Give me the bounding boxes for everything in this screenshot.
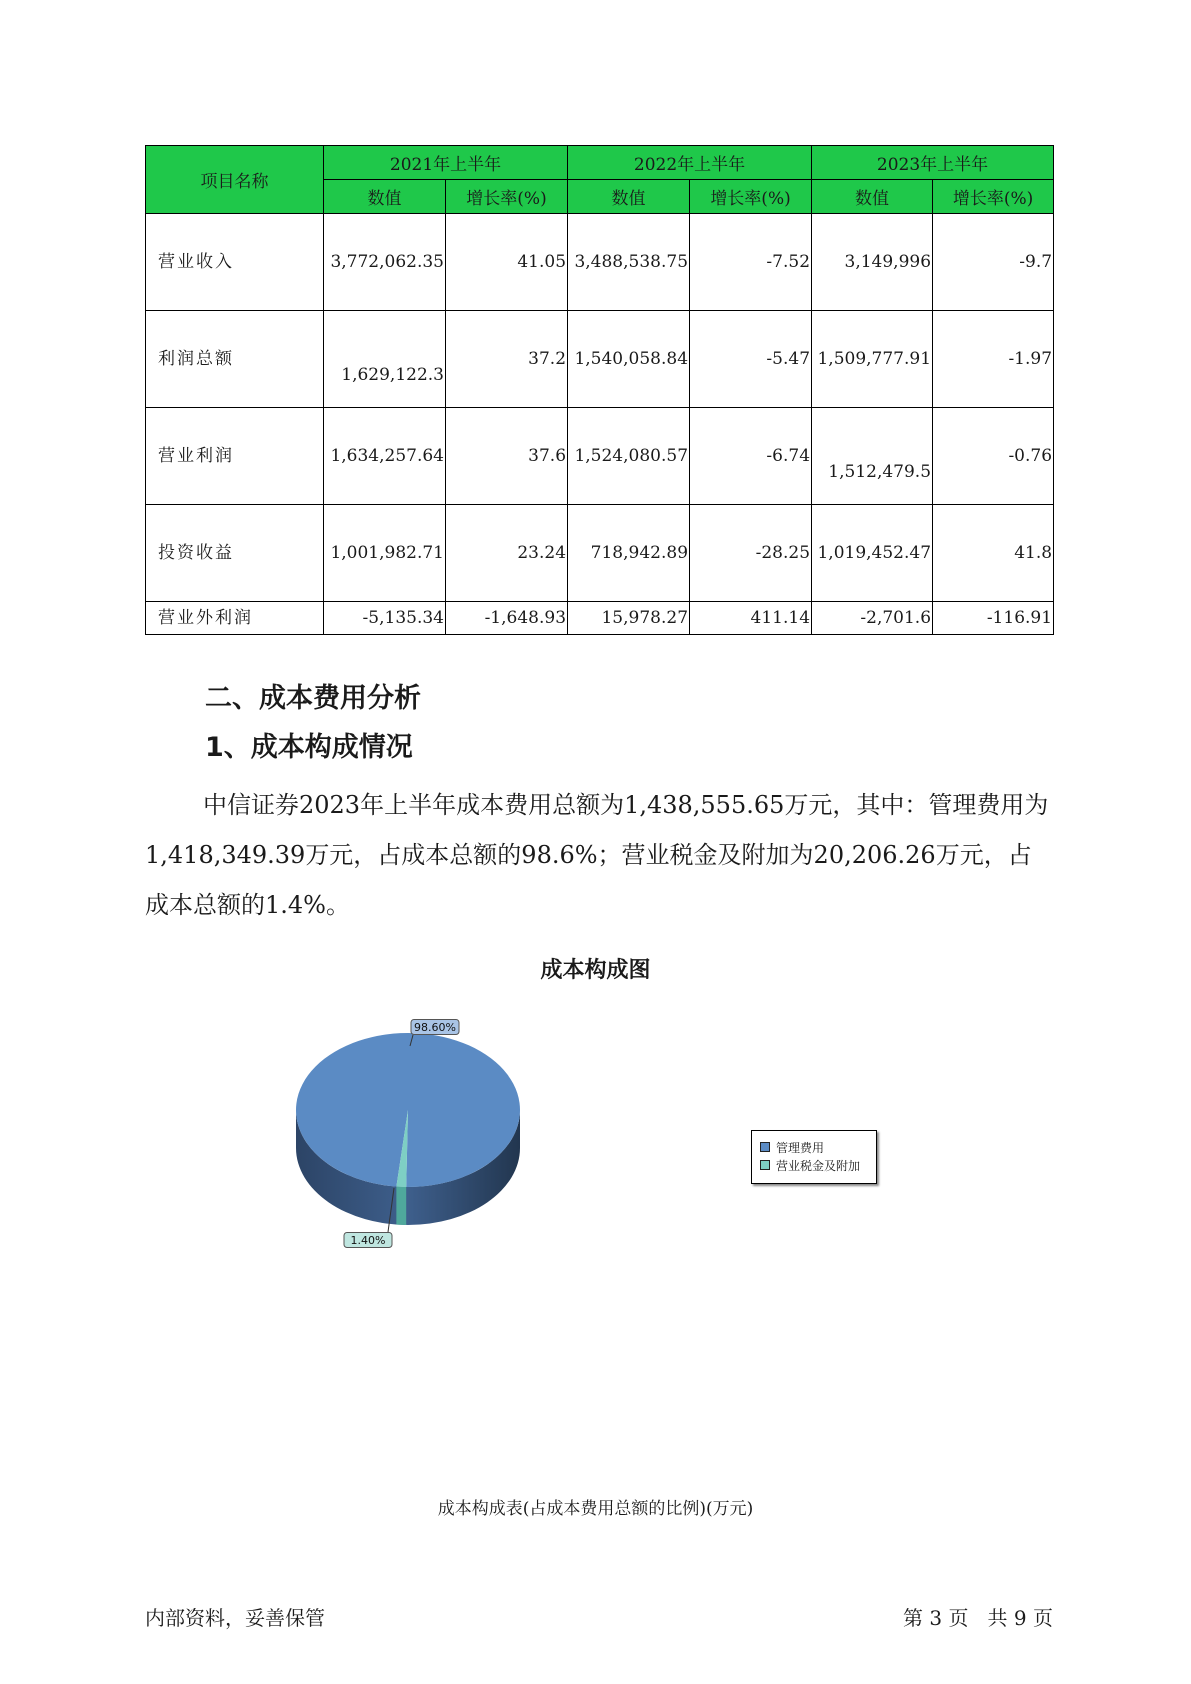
- pie-slice: [296, 1033, 520, 1187]
- column-header-value: 数值: [568, 180, 690, 214]
- pie-chart: [290, 1010, 550, 1260]
- cell-growth: -1.97: [1008, 349, 1053, 369]
- cell-value: 3,149,996: [844, 252, 932, 272]
- financial-table: [145, 145, 1054, 635]
- cell-value: -5,135.34: [362, 608, 444, 628]
- cell-value: 15,978.27: [601, 608, 689, 628]
- legend-swatch: [760, 1160, 770, 1170]
- column-header-growth: 增长率(%): [446, 180, 568, 214]
- data-label: 98.60%: [414, 1021, 456, 1034]
- legend-item: [760, 1138, 876, 1156]
- legend-label: 管理费用: [776, 1140, 825, 1155]
- column-header-period: 2022年上半年: [568, 146, 812, 180]
- cell-value: 1,634,257.64: [330, 446, 444, 466]
- legend-swatch: [760, 1142, 770, 1152]
- cell-growth: 37.2: [528, 349, 567, 369]
- cell-growth: -9.7: [1019, 252, 1053, 272]
- legend-item: [760, 1156, 876, 1174]
- table-caption: 成本构成表(占成本费用总额的比例)(万元): [437, 1499, 754, 1519]
- table-row: [146, 408, 1054, 505]
- cell-growth: -5.47: [766, 349, 811, 369]
- cell-growth: 41.8: [1014, 543, 1053, 563]
- table-row: [146, 602, 1054, 635]
- column-header-period: 2021年上半年: [324, 146, 568, 180]
- data-label: 1.40%: [350, 1234, 386, 1247]
- column-header-value: 数值: [324, 180, 446, 214]
- cell-value: 718,942.89: [590, 543, 689, 563]
- row-label: 投资收益: [158, 543, 234, 563]
- section-heading: 二、成本费用分析: [205, 683, 421, 714]
- cell-value: 1,540,058.84: [574, 349, 689, 369]
- row-label: 营业收入: [158, 252, 234, 272]
- chart-legend: [751, 1130, 877, 1184]
- sub-heading: 1、成本构成情况: [205, 732, 413, 763]
- body-paragraph: 中信证券2023年上半年成本费用总额为1,438,555.65万元，其中：管理费用为1,418,349.39万元，占成本总额的98.6%；营业税金及附加为20,206.26万元，占成本总额的1.4%。: [145, 791, 1049, 919]
- pie-slice-side: [396, 1187, 406, 1225]
- cell-growth: -1,648.93: [484, 608, 567, 628]
- row-label: 营业外利润: [158, 608, 253, 628]
- cell-growth: -6.74: [766, 446, 811, 466]
- cell-value: 1,629,122.3: [341, 365, 444, 385]
- cell-value: 1,509,777.91: [817, 349, 932, 369]
- footer-confidential: 内部资料，妥善保管: [145, 1606, 325, 1630]
- cell-value: 3,772,062.35: [330, 252, 444, 272]
- table-row: [146, 311, 1054, 408]
- cell-growth: -116.91: [986, 608, 1053, 628]
- table-row: [146, 214, 1054, 311]
- cell-growth: -0.76: [1008, 446, 1053, 466]
- cell-value: -2,701.6: [860, 608, 932, 628]
- cell-growth: 23.24: [517, 543, 567, 563]
- legend-label: 营业税金及附加: [776, 1158, 861, 1173]
- cell-value: 1,512,479.5: [828, 462, 932, 482]
- footer-page-number: 第 3 页 共 9 页: [903, 1606, 1053, 1630]
- cell-growth: -7.52: [766, 252, 811, 272]
- column-header-value: 数值: [812, 180, 933, 214]
- cell-value: 3,488,538.75: [574, 252, 689, 272]
- cell-value: 1,524,080.57: [574, 446, 689, 466]
- table-row: [146, 505, 1054, 602]
- row-label: 利润总额: [158, 349, 234, 369]
- cell-growth: 41.05: [517, 252, 567, 272]
- column-header-period: 2023年上半年: [812, 146, 1054, 180]
- column-header-growth: 增长率(%): [933, 180, 1054, 214]
- row-label: 营业利润: [158, 446, 234, 466]
- cell-growth: 411.14: [750, 608, 811, 628]
- cell-growth: -28.25: [755, 543, 811, 563]
- column-header-growth: 增长率(%): [690, 180, 812, 214]
- cell-value: 1,019,452.47: [817, 543, 932, 563]
- chart-title: 成本构成图: [540, 958, 651, 983]
- cell-value: 1,001,982.71: [330, 543, 444, 563]
- column-header-item-name: 项目名称: [146, 146, 324, 214]
- cell-growth: 37.6: [528, 446, 567, 466]
